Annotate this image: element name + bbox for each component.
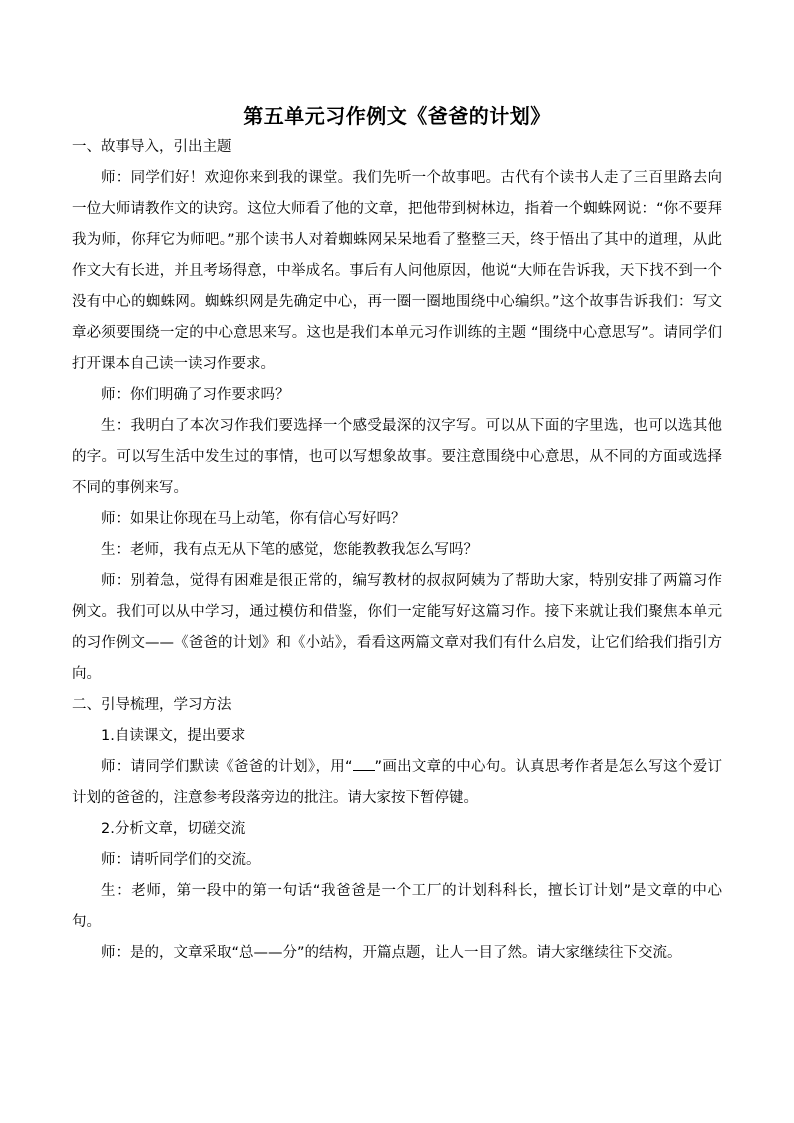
step-1-heading: 1.自读课文，提出要求 [101,728,246,744]
instruction-text-after: ”画出文章的中心句。认真思考作者是怎么写这个爱订计划的爸爸的，注意参考段落旁边的批注。请大家按下暂停键。 [72,759,722,806]
paragraph-teacher-confidence: 师：如果让你现在马上动笔，你有信心写好吗？ [101,511,406,527]
document-title: 第五单元习作例文《爸爸的计划》 [243,104,551,128]
paragraph-listen: 师：请听同学们的交流。 [101,852,261,868]
paragraph-structure: 师：是的，文章采取“总——分”的结构，开篇点题，让人一目了然。请大家继续往下交流。 [101,945,682,961]
paragraph-student-help: 生：老师，我有点无从下笔的感觉，您能教教我怎么写吗？ [101,542,478,558]
paragraph-teacher-question: 师：你们明确了习作要求吗？ [101,387,290,403]
paragraph-read-instruction [72,752,722,814]
section-heading-2: 二、引导梳理，学习方法 [72,697,232,713]
paragraph-student-answer: 生：我明白了本次习作我们要选择一个感受最深的汉字写。可以从下面的字里选，也可以选其他的字。可以写生活中发生过的事情，也可以写想象故事。要注意围绕中心意思，从不同的方面或选择不同的事例来写。 [72,418,722,496]
instruction-text-before: 师：请同学们默读《爸爸的计划》，用“ [101,759,353,775]
paragraph-central-sentence: 生：老师，第一段中的第一句话“我爸爸是一个工厂的计划科科长，擅长订计划”是文章的中心句。 [72,883,722,930]
paragraph-story: 师：同学们好！欢迎你来到我的课堂。我们先听一个故事吧。古代有个读书人走了三百里路去向一位大师请教作文的诀窍。这位大师看了他的文章，把他带到树林边，指着一个蜘蛛网说：“你不要拜我为师，你拜它为师吧。”那个读书人对着蜘蛛网呆呆地看了整整三天，终于悟出了其中的道理，从此作文大有长进，并且考场得意，中举成名。事后有人问他原因，他说“大师在告诉我，天下找不到一个没有中心的蜘蛛网。蜘蛛织网是先确定中心，再一圈一圈地围绕中心编织。”这个故事告诉我们：写文章必须要围绕一定的中心意思来写。这也是我们本单元习作训练的主题 “围绕中心意思写”。请同学们打开课本自己读一读习作要求。 [72,170,722,372]
paragraph-teacher-examples: 师：别着急，觉得有困难是很正常的，编写教材的叔叔阿姨为了帮助大家，特别安排了两篇习作例文。我们可以从中学习，通过模仿和借鉴，你们一定能写好这篇习作。接下来就让我们聚焦本单元的习作例文——《爸爸的计划》和《小站》，看看这两篇文章对我们有什么启发，让它们给我们指引方向。 [72,573,722,682]
step-2-heading: 2.分析文章，切磋交流 [101,821,246,837]
document-page [72,100,722,969]
underline-mark [353,758,375,771]
section-heading-1: 一、故事导入，引出主题 [72,139,232,155]
